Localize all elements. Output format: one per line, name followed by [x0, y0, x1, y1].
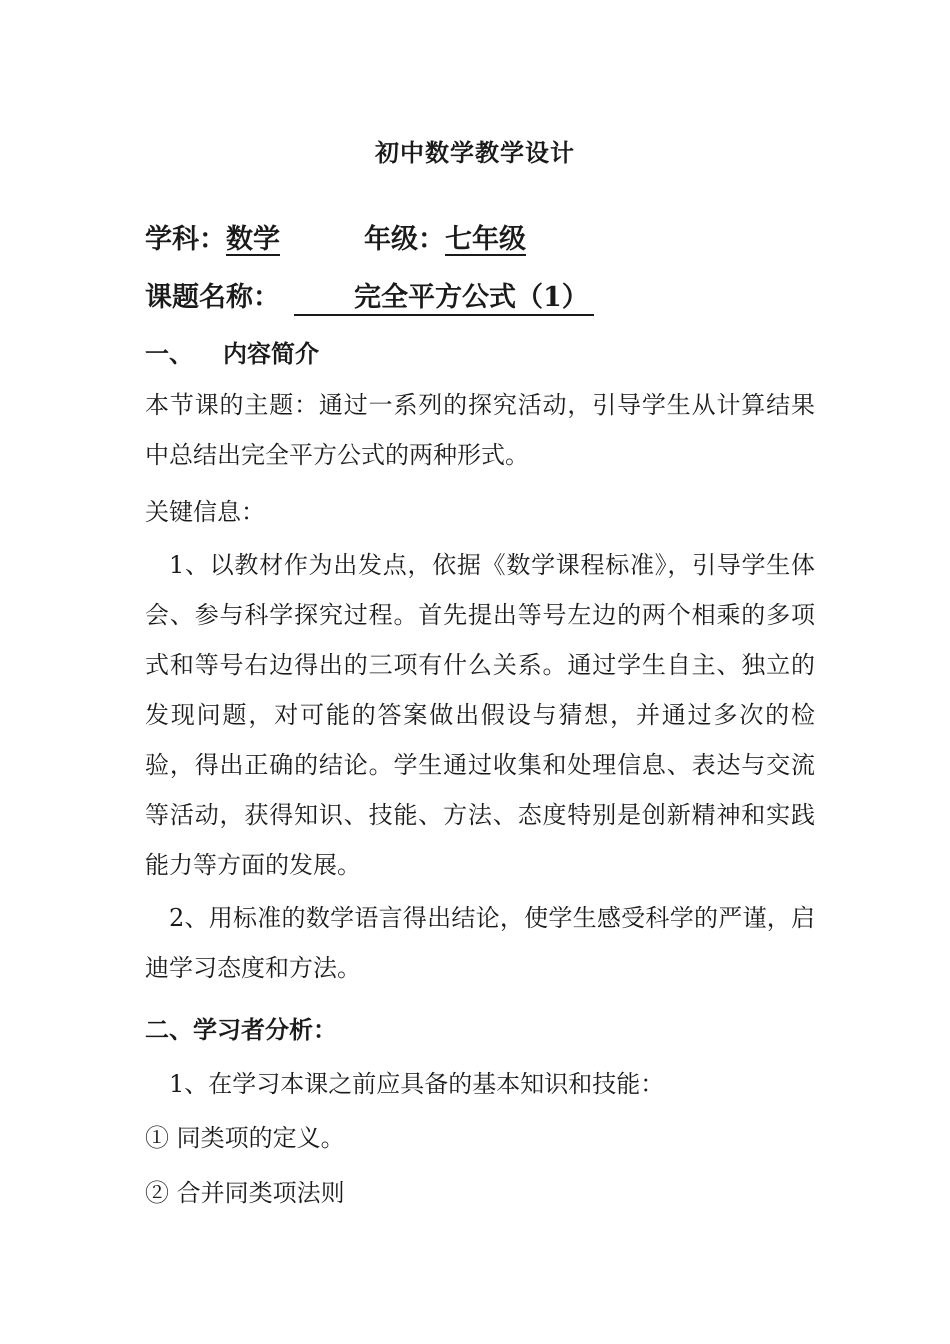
section1-number: 一、	[145, 339, 193, 368]
grade-value: 七年级	[445, 224, 526, 255]
key-info-label: 关键信息：	[145, 498, 265, 526]
key-item-2: 2、用标准的数学语言得出结论，使学生感受科学的严谨，启迪学习态度和方法。	[145, 904, 815, 982]
topic-label: 课题名称：	[145, 282, 280, 313]
subject-label: 学科：	[145, 224, 226, 255]
theme-paragraph: 本节课的主题：通过一系列的探究活动，引导学生从计算结果中总结出完全平方公式的两种形式。	[145, 391, 815, 469]
topic-line	[145, 275, 594, 316]
subject-grade-line	[145, 217, 526, 256]
learner-point-2: ② 合并同类项法则	[145, 1179, 345, 1207]
topic-value: 完全平方公式（1）	[294, 281, 594, 316]
section1-heading	[145, 334, 319, 369]
grade-label: 年级：	[364, 224, 445, 255]
section1-title: 内容简介	[223, 339, 319, 368]
subject-value: 数学	[226, 224, 280, 255]
learner-item-1: 1、在学习本课之前应具备的基本知识和技能：	[169, 1070, 665, 1098]
section2-heading: 二、学习者分析：	[145, 1015, 337, 1044]
key-item-1: 1、以教材作为出发点，依据《数学课程标准》，引导学生体会、参与科学探究过程。首先提出等号左边的两个相乘的多项式和等号右边得出的三项有什么关系。通过学生自主、独立的发现问题，对可能的答案做出假设与猜想，并通过多次的检验，得出正确的结论。学生通过收集和处理信息、表达与交流等活动，获得知识、技能、方法、态度特别是创新精神和实践能力等方面的发展。	[145, 551, 815, 879]
learner-point-1: ① 同类项的定义。	[145, 1124, 345, 1152]
document-title: 初中数学教学设计	[375, 138, 575, 167]
